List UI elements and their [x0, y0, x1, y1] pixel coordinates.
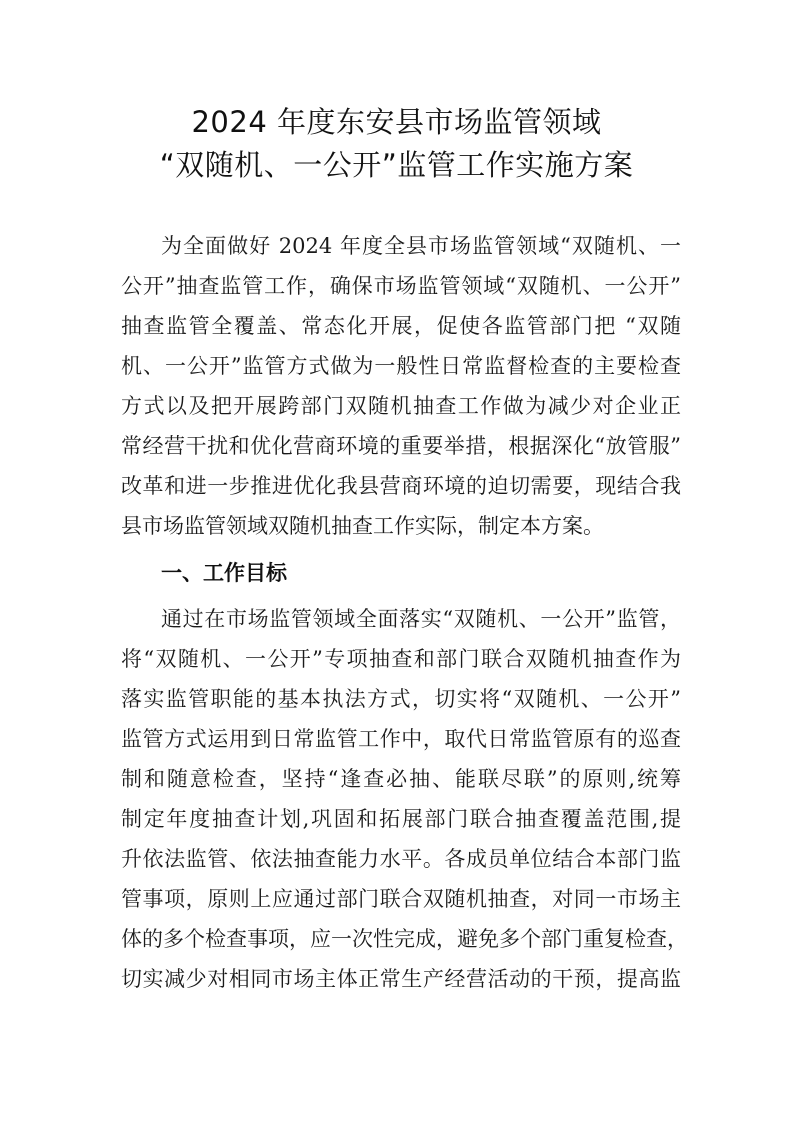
section-heading-work-goal: 一、工作目标 — [161, 561, 287, 585]
intro-line: 抽查监管全覆盖、常态化开展，促使各监管部门把 “双随 — [121, 314, 681, 338]
document-title-line-1: 2024 年度东安县市场监管领域 — [191, 105, 602, 139]
intro-line: 常经营干扰和优化营商环境的重要举措，根据深化“放管服” — [121, 434, 681, 458]
section1-line: 落实监管职能的基本执法方式，切实将“双随机、一公开” — [121, 687, 681, 711]
section1-line: 监管方式运用到日常监管工作中，取代日常监管原有的巡查 — [121, 727, 681, 751]
intro-line: 县市场监管领域双随机抽查工作实际，制定本方案。 — [121, 514, 604, 538]
section1-line: 切实减少对相同市场主体正常生产经营活动的干预，提高监 — [121, 967, 681, 991]
section1-line: 将“双随机、一公开”专项抽查和部门联合双随机抽查作为 — [121, 647, 681, 671]
intro-line: 为全面做好 2024 年度全县市场监管领域“双随机、一 — [161, 234, 681, 258]
intro-line: 机、一公开”监管方式做为一般性日常监督检查的主要检查 — [121, 354, 681, 378]
intro-line: 方式以及把开展跨部门双随机抽查工作做为减少对企业正 — [121, 394, 681, 418]
section1-line: 制和随意检查，坚持“逢查必抽、能联尽联”的原则,统筹 — [121, 767, 681, 791]
section1-line: 制定年度抽查计划,巩固和拓展部门联合抽查覆盖范围,提 — [121, 807, 681, 831]
document-title-line-2: “双随机、一公开”监管工作实施方案 — [159, 148, 634, 182]
intro-line: 改革和进一步推进优化我县营商环境的迫切需要，现结合我 — [121, 474, 681, 498]
section1-line: 通过在市场监管领域全面落实“双随机、一公开”监管， — [161, 607, 681, 631]
section1-line: 升依法监管、依法抽查能力水平。各成员单位结合本部门监 — [121, 847, 681, 871]
section1-line: 体的多个检查事项，应一次性完成，避免多个部门重复检查， — [121, 927, 688, 951]
section1-line: 管事项，原则上应通过部门联合双随机抽查，对同一市场主 — [121, 887, 681, 911]
intro-line: 公开”抽查监管工作，确保市场监管领域“双随机、一公开” — [121, 274, 681, 298]
